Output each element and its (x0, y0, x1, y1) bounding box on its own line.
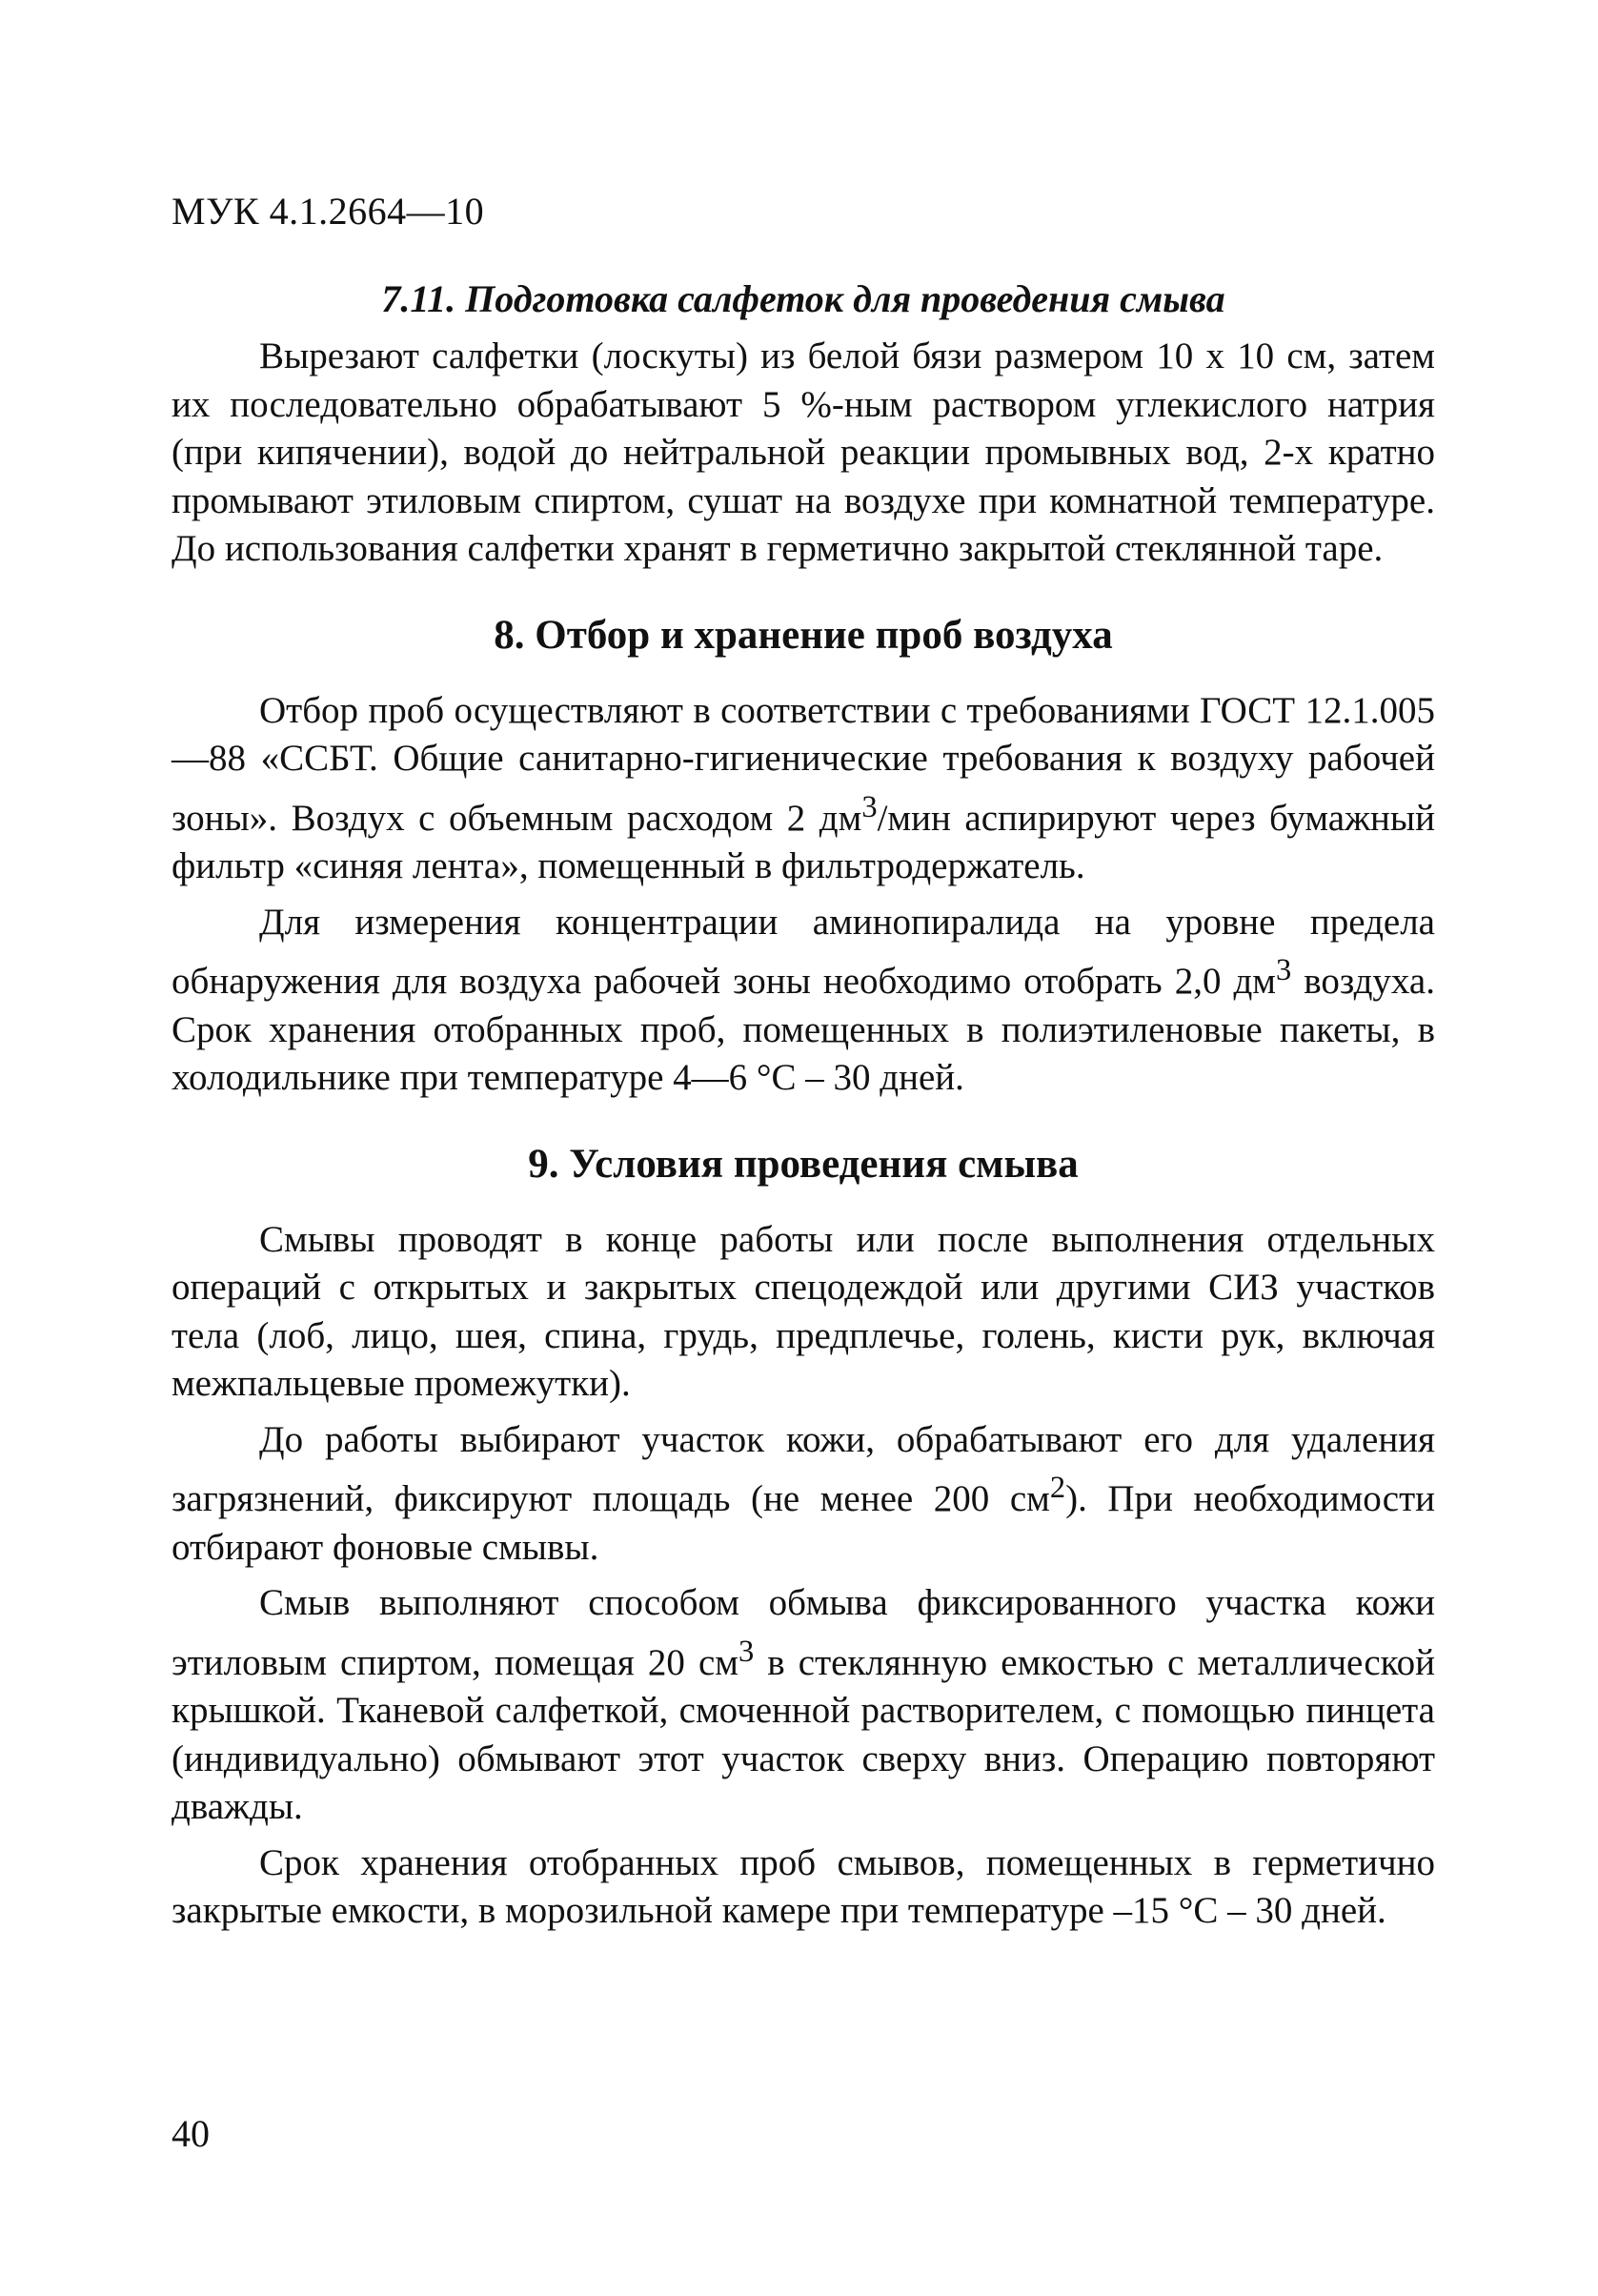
text-run: Отбор проб осуществляют в соответствии с требованиями ГОСТ 12.1.005—88 «ССБТ. Общие санитарно-гигиенические требования к воздуху рабочей зоны». Воздух с объемным расходом 2 дм (172, 689, 1435, 839)
section-9-title: 9. Условия проведения смыва (528, 1141, 1079, 1187)
text-run: До работы выбирают участок кожи, обрабатывают его для удаления загрязнений, фиксируют площадь (не менее 200 см (172, 1418, 1435, 1519)
section-9-paragraph-4: Срок хранения отобранных проб смывов, помещенных в герметично закрытые емкости, в морозильной камере при температуре –15 °С – 30 дней. (172, 1841, 1435, 1931)
page-content (172, 276, 1435, 1943)
section-8-title: 8. Отбор и хранение проб воздуха (494, 612, 1113, 658)
document-id: МУК 4.1.2664—10 (172, 190, 485, 233)
superscript: 2 (1049, 1471, 1066, 1505)
text-run: Для измерения концентрации аминопиралида на уровне предела обнаружения для воздуха рабочей зоны необходимо отобрать 2,0 дм (172, 901, 1435, 1002)
section-7-11-title: 7.11. Подготовка салфеток для проведения смыва (381, 277, 1225, 320)
superscript: 3 (861, 789, 878, 824)
text-run: /мин аспирируют через бумажный фильтр «синяя лента», помещенный в фильтродержатель. (172, 797, 1436, 886)
text-run: воздуха. Срок хранения отобранных проб, помещенных в полиэтиленовые пакеты, в холодильнике при температуре 4—6 °С – 30 дней. (172, 961, 1435, 1098)
superscript: 3 (738, 1634, 755, 1669)
section-9-paragraph-2 (172, 1416, 1435, 1573)
text-run: в стеклянную емкостью с металлической крышкой. Тканевой салфеткой, смоченной растворителем, с помощью пинцета (индивидуально) обмывают этот участок сверху вниз. Операцию повторяют дважды. (172, 1641, 1435, 1827)
section-8-paragraph-2 (172, 899, 1435, 1103)
section-7-11-paragraph: Вырезают салфетки (лоскуты) из белой бязи размером 10 x 10 см, затем их последовательно обрабатывают 5 %-ным раствором углекислого натрия (при кипячении), водой до нейтральной реакции промывных вод, 2-х кратно промывают этиловым спиртом, сушат на воздухе при комнатной температуре. До использования салфетки хранят в герметично закрытой стеклянной таре. (172, 335, 1435, 569)
section-8-paragraph-1 (172, 687, 1435, 891)
text-run: Смыв выполняют способом обмыва фиксированного участка кожи этиловым спиртом, помещая 20 см (172, 1582, 1435, 1683)
section-9-paragraph-3 (172, 1579, 1435, 1832)
text-run: ). При необходимости отбирают фоновые смывы. (172, 1478, 1435, 1568)
page-number: 40 (172, 2112, 210, 2155)
superscript: 3 (1275, 953, 1292, 987)
section-9-paragraph-1: Смывы проводят в конце работы или после выполнения отдельных операций с открытых и закрытых спецодеждой или другими СИЗ участков тела (лоб, лицо, шея, спина, грудь, предплечье, голень, кисти рук, включая межпальцевые промежутки). (172, 1218, 1435, 1404)
